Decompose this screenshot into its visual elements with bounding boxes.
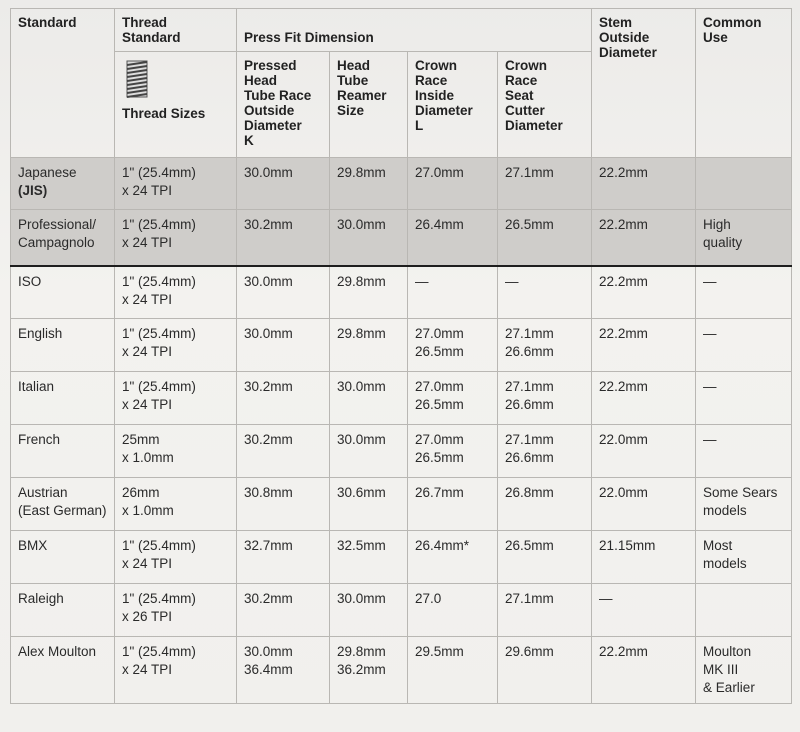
cell-k: 30.0mm 36.4mm: [237, 637, 330, 704]
cell-use: —: [696, 266, 792, 319]
cell-thread-size: 1" (25.4mm) x 26 TPI: [115, 584, 237, 637]
table-row: [11, 478, 792, 531]
cell-stem: 22.0mm: [592, 425, 696, 478]
header-common-use: Common Use: [696, 9, 792, 158]
header-reamer-size: Head Tube Reamer Size: [330, 52, 408, 158]
cell-standard: French: [11, 425, 115, 478]
cell-l: 27.0mm 26.5mm: [408, 425, 498, 478]
cell-standard: ISO: [11, 266, 115, 319]
cell-thread-size: 1" (25.4mm) x 24 TPI: [115, 158, 237, 210]
header-press-fit-dimension: Press Fit Dimension: [237, 9, 592, 52]
cell-stem: 21.15mm: [592, 531, 696, 584]
cell-k: 30.2mm: [237, 210, 330, 266]
cell-l: 26.4mm*: [408, 531, 498, 584]
header-pressed-race-diameter-k: Pressed Head Tube Race Outside Diameter K: [237, 52, 330, 158]
cell-l: 27.0: [408, 584, 498, 637]
cell-l: 26.7mm: [408, 478, 498, 531]
table-body: [11, 158, 792, 704]
cell-standard: Alex Moulton: [11, 637, 115, 704]
table-row: [11, 531, 792, 584]
header-crown-race-seat-cutter-diameter: Crown Race Seat Cutter Diameter: [498, 52, 592, 158]
table-row: [11, 584, 792, 637]
cell-use: Moulton MK III & Earlier: [696, 637, 792, 704]
cell-reamer: 30.0mm: [330, 210, 408, 266]
cell-k: 30.2mm: [237, 584, 330, 637]
cell-standard: English: [11, 319, 115, 372]
cell-stem: 22.2mm: [592, 158, 696, 210]
cell-use: —: [696, 372, 792, 425]
cell-stem: 22.2mm: [592, 637, 696, 704]
cell-k: 30.0mm: [237, 158, 330, 210]
cell-reamer: 32.5mm: [330, 531, 408, 584]
cell-cutter: 27.1mm: [498, 584, 592, 637]
cell-stem: 22.2mm: [592, 210, 696, 266]
table-row: [11, 158, 792, 210]
cell-stem: —: [592, 584, 696, 637]
cell-cutter: 26.5mm: [498, 531, 592, 584]
cell-k: 30.8mm: [237, 478, 330, 531]
header-thread-standard: Thread Standard: [115, 9, 237, 52]
cell-stem: 22.0mm: [592, 478, 696, 531]
cell-reamer: 30.0mm: [330, 372, 408, 425]
cell-reamer: 30.6mm: [330, 478, 408, 531]
cell-cutter: 27.1mm 26.6mm: [498, 372, 592, 425]
cell-l: 27.0mm 26.5mm: [408, 319, 498, 372]
cell-l: —: [408, 266, 498, 319]
cell-use: Most models: [696, 531, 792, 584]
cell-use: Some Sears models: [696, 478, 792, 531]
cell-standard: BMX: [11, 531, 115, 584]
cell-k: 32.7mm: [237, 531, 330, 584]
header-crown-race-inside-diameter-l: Crown Race Inside Diameter L: [408, 52, 498, 158]
cell-thread-size: 25mm x 1.0mm: [115, 425, 237, 478]
header-stem-outside-diameter: Stem Outside Diameter: [592, 9, 696, 158]
cell-k: 30.0mm: [237, 266, 330, 319]
cell-standard: Austrian (East German): [11, 478, 115, 531]
cell-reamer: 30.0mm: [330, 584, 408, 637]
cell-reamer: 29.8mm: [330, 319, 408, 372]
cell-stem: 22.2mm: [592, 372, 696, 425]
cell-cutter: 27.1mm 26.6mm: [498, 319, 592, 372]
cell-use: —: [696, 425, 792, 478]
table-row: [11, 637, 792, 704]
cell-use: High quality: [696, 210, 792, 266]
cell-k: 30.0mm: [237, 319, 330, 372]
header-thread-sizes: Thread Sizes: [115, 52, 237, 158]
table-row: [11, 210, 792, 266]
cell-standard: Italian: [11, 372, 115, 425]
cell-standard: Raleigh: [11, 584, 115, 637]
cell-standard: Japanese (JIS): [11, 158, 115, 210]
table-row: [11, 319, 792, 372]
cell-cutter: 29.6mm: [498, 637, 592, 704]
cell-l: 27.0mm: [408, 158, 498, 210]
cell-use: [696, 158, 792, 210]
cell-k: 30.2mm: [237, 425, 330, 478]
cell-cutter: 26.5mm: [498, 210, 592, 266]
headset-standards-table: [10, 8, 792, 704]
cell-stem: 22.2mm: [592, 266, 696, 319]
cell-l: 26.4mm: [408, 210, 498, 266]
cell-cutter: 27.1mm 26.6mm: [498, 425, 592, 478]
cell-use: [696, 584, 792, 637]
cell-thread-size: 1" (25.4mm) x 24 TPI: [115, 266, 237, 319]
table-header: [11, 9, 792, 158]
table-row: [11, 266, 792, 319]
thread-coil-icon: [124, 60, 150, 98]
cell-l: 27.0mm 26.5mm: [408, 372, 498, 425]
cell-use: —: [696, 319, 792, 372]
table-row: [11, 425, 792, 478]
cell-reamer: 29.8mm 36.2mm: [330, 637, 408, 704]
cell-thread-size: 1" (25.4mm) x 24 TPI: [115, 637, 237, 704]
cell-thread-size: 26mm x 1.0mm: [115, 478, 237, 531]
cell-thread-size: 1" (25.4mm) x 24 TPI: [115, 210, 237, 266]
cell-cutter: 26.8mm: [498, 478, 592, 531]
cell-thread-size: 1" (25.4mm) x 24 TPI: [115, 531, 237, 584]
cell-reamer: 29.8mm: [330, 266, 408, 319]
header-standard: Standard: [11, 9, 115, 158]
cell-cutter: 27.1mm: [498, 158, 592, 210]
cell-thread-size: 1" (25.4mm) x 24 TPI: [115, 319, 237, 372]
cell-cutter: —: [498, 266, 592, 319]
table-row: [11, 372, 792, 425]
cell-reamer: 30.0mm: [330, 425, 408, 478]
cell-k: 30.2mm: [237, 372, 330, 425]
cell-thread-size: 1" (25.4mm) x 24 TPI: [115, 372, 237, 425]
cell-reamer: 29.8mm: [330, 158, 408, 210]
cell-l: 29.5mm: [408, 637, 498, 704]
cell-stem: 22.2mm: [592, 319, 696, 372]
cell-standard: Professional/ Campagnolo: [11, 210, 115, 266]
